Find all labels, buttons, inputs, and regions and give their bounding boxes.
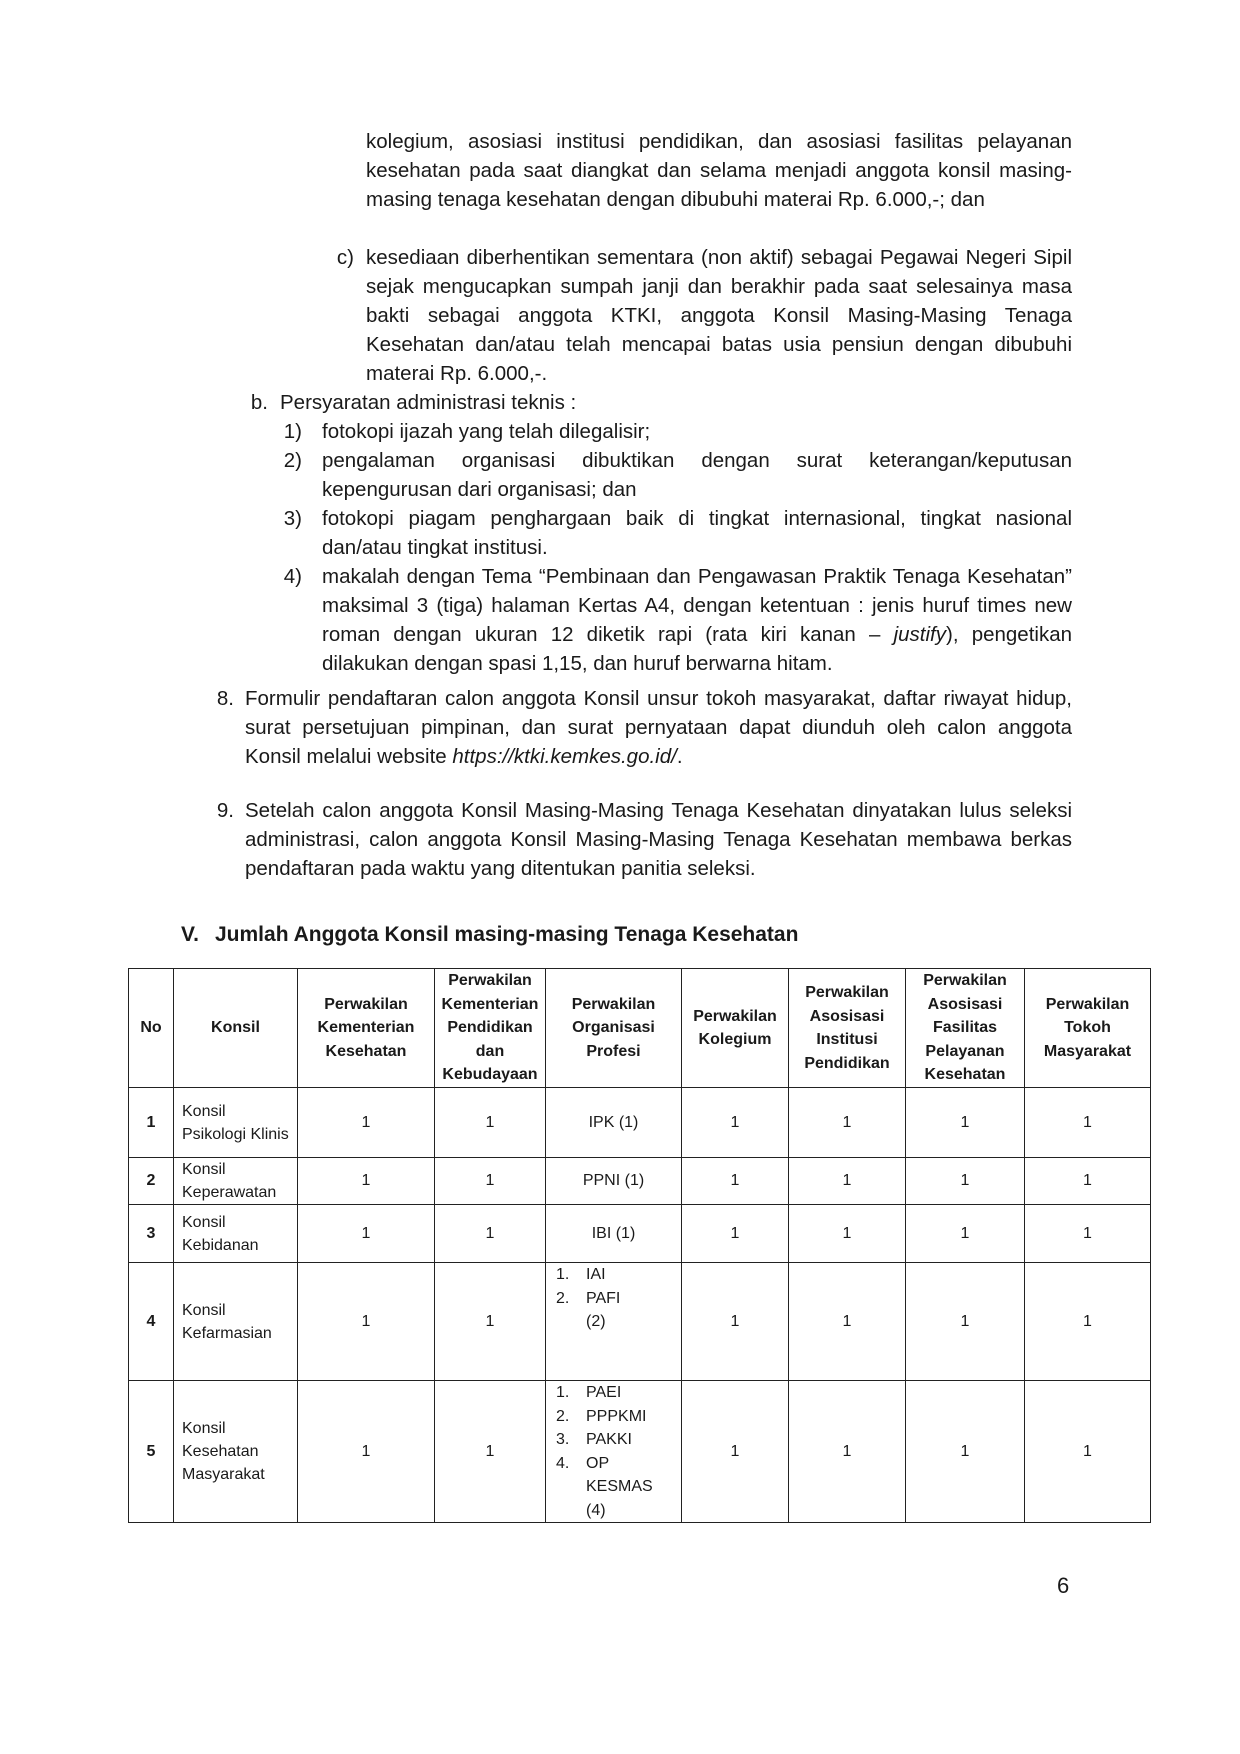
cell-tokoh-masyarakat: 1 [1025,1205,1151,1263]
cell-organisasi-profesi: IBI (1) [546,1205,682,1263]
item-4-text-after: ), pengetikan dilakukan dengan spasi 1,15, dan huruf berwarna hitam. [322,623,1073,675]
org-list [556,1263,677,1310]
section-b-item-1-text: fotokopi ijazah yang telah dilegalisir; [322,420,651,443]
header-kemendikbud: Perwakilan Kementerian Pendidikan dan Kebudayaan [435,969,546,1088]
org-name: PAKKI [586,1431,632,1448]
header-tokoh-masyarakat: Perwakilan Tokoh Masyarakat [1025,969,1151,1088]
cell-konsil: Konsil Psikologi Klinis [174,1088,298,1158]
header-asosiasi-institusi: Perwakilan Asosisasi Institusi Pendidikan [789,969,906,1088]
header-asosiasi-fasilitas: Perwakilan Asosisasi Fasilitas Pelayanan Kesehatan [906,969,1025,1088]
cell-no: 1 [129,1088,174,1158]
cell-asosiasi-fasilitas: 1 [906,1158,1025,1205]
cell-konsil: Konsil Kesehatan Masyarakat [174,1381,298,1523]
section-v-title: Jumlah Anggota Konsil masing-masing Tenaga Kesehatan [215,923,799,946]
list-item: 1. IAI [556,1263,677,1287]
cell-asosiasi-fasilitas: 1 [906,1263,1025,1381]
cell-konsil: Konsil Kebidanan [174,1205,298,1263]
cell-tokoh-masyarakat: 1 [1025,1381,1151,1523]
item-8-label: 8. [216,687,234,710]
header-kemenkes: Perwakilan Kementerian Kesehatan [298,969,435,1088]
cell-asosiasi-institusi: 1 [789,1263,906,1381]
cell-kolegium: 1 [682,1158,789,1205]
cell-organisasi-profesi: IPK (1) [546,1088,682,1158]
section-b-item-2-text: pengalaman organisasi dibuktikan dengan surat keterangan/keputusan kepengurusan dari organisasi; dan [322,449,1072,501]
table-row [129,1088,1151,1158]
org-name: PPPKMI [586,1407,647,1425]
org-name: PAEI [586,1384,622,1401]
cell-asosiasi-fasilitas: 1 [906,1205,1025,1263]
section-b-item-4-label: 4) [283,565,302,588]
item-8-text [245,684,1072,771]
cell-organisasi-profesi: PPNI (1) [546,1158,682,1205]
item-8-body: Formulir pendaftaran calon anggota Konsil unsur tokoh masyarakat, daftar riwayat hidup, surat persetujuan pimpinan, dan surat pernyataan dapat diunduh oleh calon anggota Konsil melalui website [245,687,1072,768]
cell-asosiasi-institusi: 1 [789,1158,906,1205]
cell-kemenkes: 1 [298,1263,435,1381]
table-row [129,1381,1151,1523]
konsil-members-table [128,968,1151,1523]
cell-konsil: Konsil Keperawatan [174,1158,298,1205]
header-no: No [129,969,174,1088]
org-name: OP KESMAS [586,1454,653,1495]
table-row [129,1263,1151,1381]
continuation-paragraph: kolegium, asosiasi institusi pendidikan, dan asosiasi fasilitas pelayanan kesehatan pada saat diangkat dan selama menjadi anggota konsil masing-masing tenaga kesehatan dengan dibubuhi materai Rp. 6.000,-; dan [366,130,1072,211]
list-item: 2. PPPKMI [556,1405,677,1429]
header-organisasi-profesi: Perwakilan Organisasi Profesi [546,969,682,1088]
cell-asosiasi-fasilitas: 1 [906,1088,1025,1158]
section-v-label: V. [181,923,199,946]
item-c-text: kesediaan diberhentikan sementara (non aktif) sebagai Pegawai Negeri Sipil sejak mengucapkan sumpah janji dan berakhir pada saat selesainya masa bakti sebagai anggota KTKI, anggota Konsil Masing-Masing Tenaga Kesehatan dan/atau telah mencapai batas usia pensiun dengan dibubuhi materai Rp. 6.000,-. [366,246,1072,385]
item-4-text-italic: justify [893,623,946,646]
list-item: 3. PAKKI [556,1428,677,1452]
cell-kemenkes: 1 [298,1088,435,1158]
cell-kolegium: 1 [682,1088,789,1158]
cell-kemenkes: 1 [298,1381,435,1523]
cell-tokoh-masyarakat: 1 [1025,1088,1151,1158]
list-item: 1. PAEI [556,1381,677,1405]
cell-kemenkes: 1 [298,1158,435,1205]
section-b-item-3-label: 3) [283,507,302,530]
cell-asosiasi-institusi: 1 [789,1088,906,1158]
cell-kemendikbud: 1 [435,1158,546,1205]
org-count: (2) [586,1313,606,1330]
cell-kolegium: 1 [682,1263,789,1381]
cell-no: 3 [129,1205,174,1263]
table-row [129,1205,1151,1263]
cell-organisasi-profesi [546,1263,682,1381]
section-b-item-2-label: 2) [283,449,302,472]
cell-no: 5 [129,1381,174,1523]
header-kolegium: Perwakilan Kolegium [682,969,789,1088]
item-8-after: . [676,745,683,768]
cell-tokoh-masyarakat: 1 [1025,1158,1151,1205]
section-v-heading [181,923,798,947]
cell-asosiasi-fasilitas: 1 [906,1381,1025,1523]
cell-kolegium: 1 [682,1381,789,1523]
cell-no: 4 [129,1263,174,1381]
org-name: IAI [586,1266,606,1283]
item-c-label: c) [336,246,354,269]
cell-kemendikbud: 1 [435,1381,546,1523]
page-number: 6 [1057,1573,1070,1598]
list-item: 4. OP KESMAS [556,1452,677,1499]
section-b-item-1-label: 1) [283,420,302,443]
cell-kolegium: 1 [682,1205,789,1263]
cell-konsil: Konsil Kefarmasian [174,1263,298,1381]
ktki-website-link[interactable]: https://ktki.kemkes.go.id/ [452,745,677,768]
org-list [556,1381,677,1499]
cell-asosiasi-institusi: 1 [789,1381,906,1523]
item-9-text: Setelah calon anggota Konsil Masing-Masing Tenaga Kesehatan dinyatakan lulus seleksi administrasi, calon anggota Konsil Masing-Masing Tenaga Kesehatan membawa berkas pendaftaran pada waktu yang ditentukan panitia seleksi. [245,799,1072,880]
item-4-text-before: makalah dengan Tema “Pembinaan dan Pengawasan Praktik Tenaga Kesehatan” maksimal 3 (tiga) halaman Kertas A4, dengan ketentuan : jenis huruf times new roman dengan ukuran 12 diketik rapi (rata kiri kanan – [322,565,1072,646]
cell-tokoh-masyarakat: 1 [1025,1263,1151,1381]
section-b-label: b. [250,391,268,414]
section-b-item-4-text [322,562,1072,678]
org-count: (4) [586,1501,606,1519]
cell-kemenkes: 1 [298,1205,435,1263]
header-konsil: Konsil [174,969,298,1088]
cell-kemendikbud: 1 [435,1088,546,1158]
cell-organisasi-profesi [546,1381,682,1523]
org-name: PAFI [586,1289,621,1307]
list-item: 2. PAFI [556,1287,677,1311]
cell-no: 2 [129,1158,174,1205]
cell-kemendikbud: 1 [435,1263,546,1381]
cell-kemendikbud: 1 [435,1205,546,1263]
table-row [129,1158,1151,1205]
table-header-row [129,969,1151,1088]
section-b-title: Persyaratan administrasi teknis : [280,391,577,414]
section-b-item-3-text: fotokopi piagam penghargaan baik di tingkat internasional, tingkat nasional dan/atau tingkat institusi. [322,507,1072,559]
cell-asosiasi-institusi: 1 [789,1205,906,1263]
item-9-label: 9. [216,799,234,822]
